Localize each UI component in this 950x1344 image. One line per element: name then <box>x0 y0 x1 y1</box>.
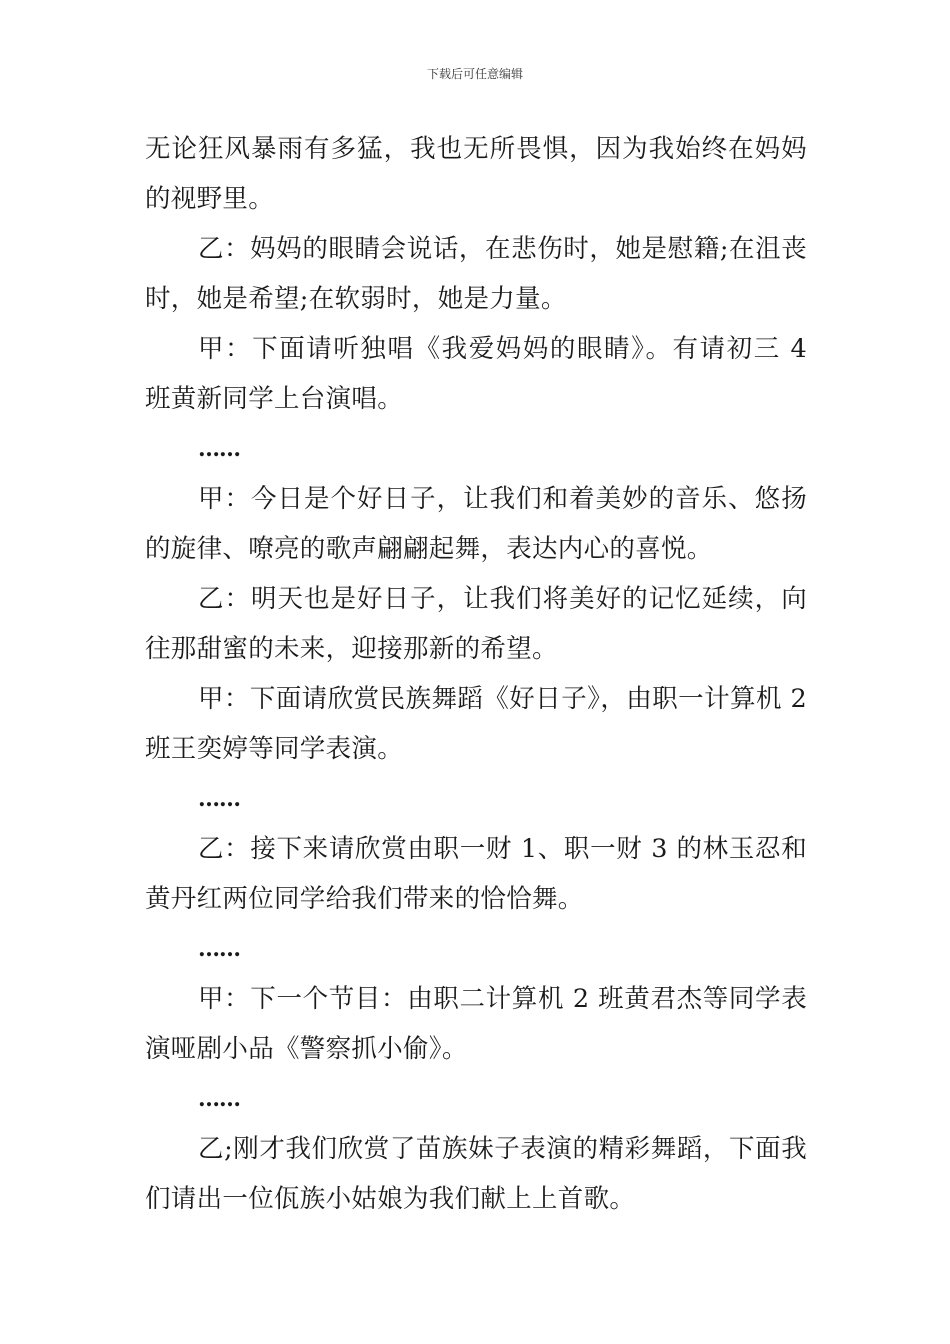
paragraph-dialogue: 甲：下面请欣赏民族舞蹈《好日子》，由职一计算机 2 班王奕婷等同学表演。 <box>145 684 807 764</box>
ellipsis-separator: …… <box>198 936 240 962</box>
paragraph-continuation: 无论狂风暴雨有多猛，我也无所畏惧，因为我始终在妈妈的视野里。 <box>145 134 807 214</box>
ellipsis-separator: …… <box>198 786 240 812</box>
paragraph-dialogue: 甲：下面请听独唱《我爱妈妈的眼睛》。有请初三 4 班黄新同学上台演唱。 <box>145 334 807 414</box>
paragraph-dialogue: 甲：今日是个好日子，让我们和着美妙的音乐、悠扬的旋律、嘹亮的歌声翩翩起舞，表达内心的喜悦。 <box>145 484 807 564</box>
paragraph-dialogue: 乙;刚才我们欣赏了苗族妹子表演的精彩舞蹈，下面我们请出一位佤族小姑娘为我们献上上首歌。 <box>145 1134 807 1214</box>
paragraph-dialogue: 乙：明天也是好日子，让我们将美好的记忆延续，向往那甜蜜的未来，迎接那新的希望。 <box>145 584 807 664</box>
paragraph-dialogue: 乙：接下来请欣赏由职一财 1、职一财 3 的林玉忍和黄丹红两位同学给我们带来的恰恰舞。 <box>145 834 807 914</box>
header-note: 下载后可任意编辑 <box>426 67 523 81</box>
paragraph-dialogue: 甲：下一个节目：由职二计算机 2 班黄君杰等同学表演哑剧小品《警察抓小偷》。 <box>145 984 807 1064</box>
paragraph-dialogue: 乙：妈妈的眼睛会说话，在悲伤时，她是慰籍;在沮丧时，她是希望;在软弱时，她是力量。 <box>145 234 807 314</box>
ellipsis-separator: …… <box>198 436 240 462</box>
ellipsis-separator: …… <box>198 1086 240 1112</box>
document-body <box>145 124 807 1224</box>
